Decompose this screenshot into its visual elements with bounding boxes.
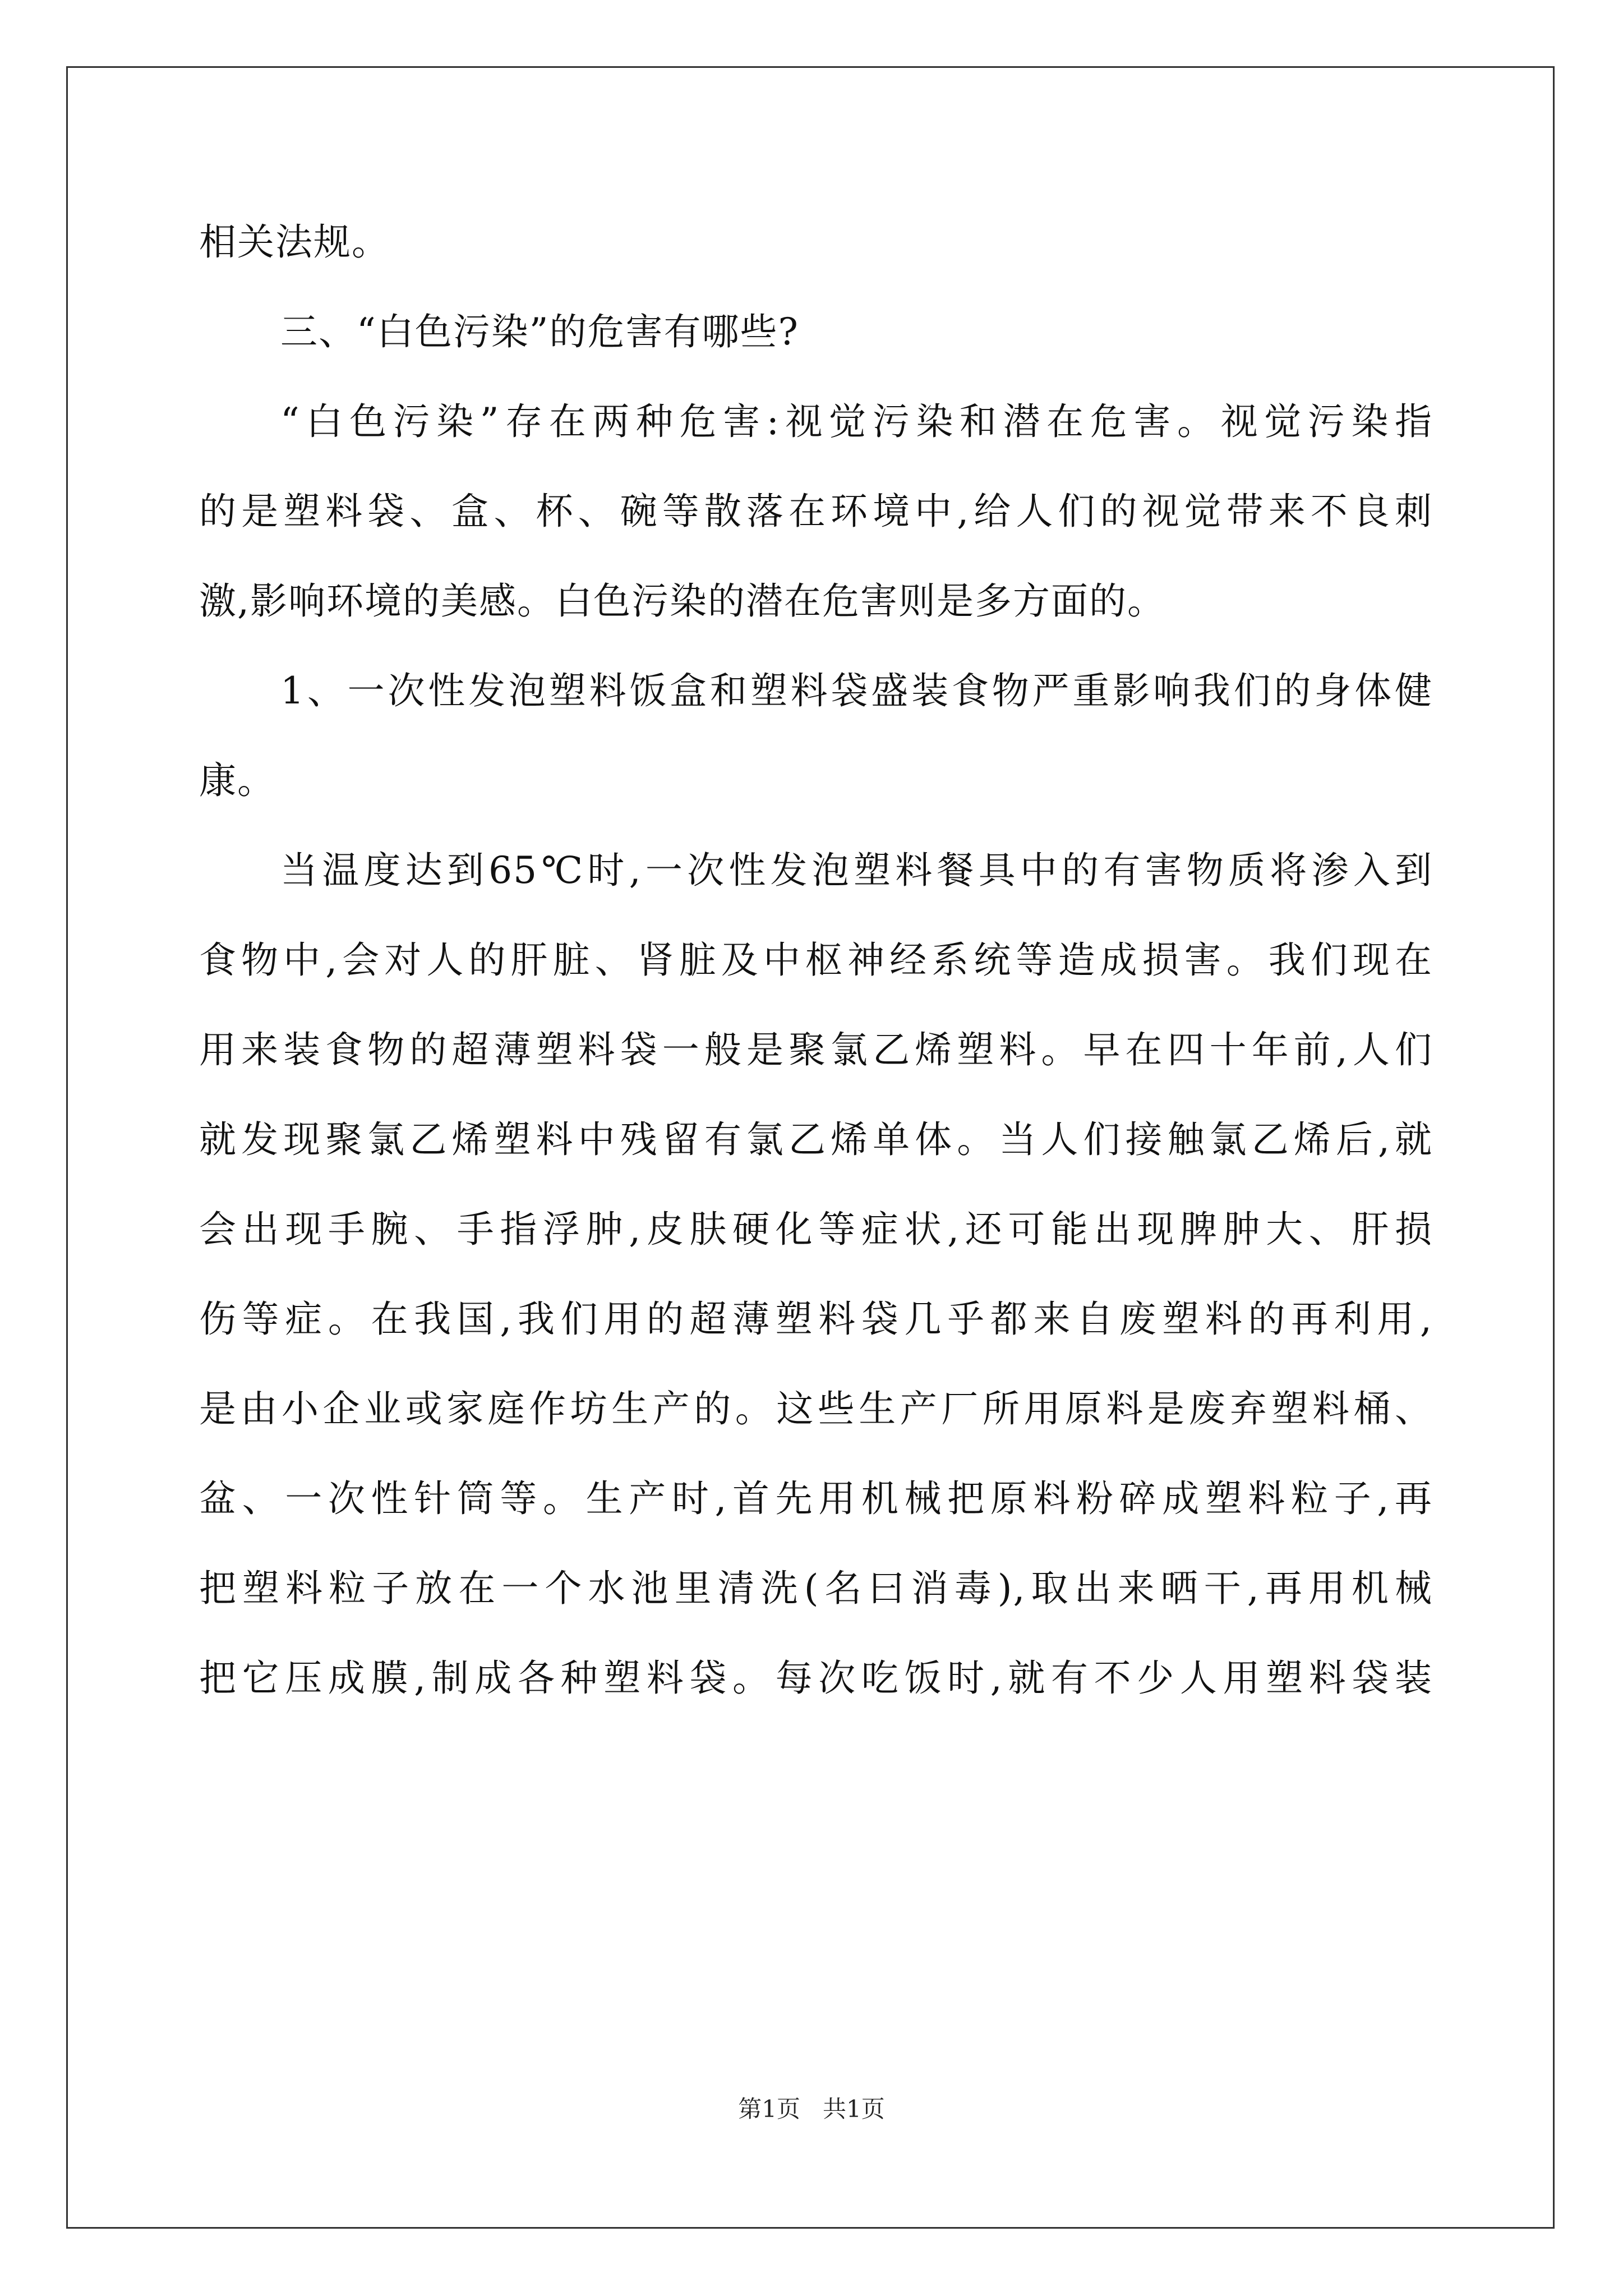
text-line: 就发现聚氯乙烯塑料中残留有氯乙烯单体。当人们接触氯乙烯后,就 [199,1118,1433,1161]
text-line: 康。 [199,759,275,802]
text-line: 伤等症。在我国,我们用的超薄塑料袋几乎都来自废塑料的再利用, [199,1297,1433,1341]
page-number-footer: 第1页 共1页 [738,2095,885,2123]
text-line: 会出现手腕、手指浮肿,皮肤硬化等症状,还可能出现脾肿大、肝损 [199,1208,1433,1251]
text-line: 把塑料粒子放在一个水池里清洗(名曰消毒),取出来晒干,再用机械 [199,1567,1433,1610]
text-line: 1、一次性发泡塑料饭盒和塑料袋盛装食物严重影响我们的身体健 [280,669,1433,712]
text-line: 是由小企业或家庭作坊生产的。这些生产厂所用原料是废弃塑料桶、 [199,1387,1433,1430]
text-line: 把它压成膜,制成各种塑料袋。每次吃饭时,就有不少人用塑料袋装 [199,1657,1433,1700]
text-line: 食物中,会对人的肝脏、肾脏及中枢神经系统等造成损害。我们现在 [199,938,1433,982]
text-line: 激,影响环境的美感。白色污染的潜在危害则是多方面的。 [199,579,1165,623]
text-line: 盆、一次性针筒等。生产时,首先用机械把原料粉碎成塑料粒子,再 [199,1477,1433,1520]
section-heading: 三、“白色污染”的危害有哪些? [280,310,799,353]
text-line: 当温度达到65℃时,一次性发泡塑料餐具中的有害物质将渗入到 [280,849,1433,892]
text-line: 用来装食物的超薄塑料袋一般是聚氯乙烯塑料。早在四十年前,人们 [199,1028,1433,1071]
text-line: 相关法规。 [199,220,390,264]
text-line: 的是塑料袋、盒、杯、碗等散落在环境中,给人们的视觉带来不良刺 [199,490,1433,533]
text-line: “白色污染”存在两种危害:视觉污染和潜在危害。视觉污染指 [280,400,1433,443]
